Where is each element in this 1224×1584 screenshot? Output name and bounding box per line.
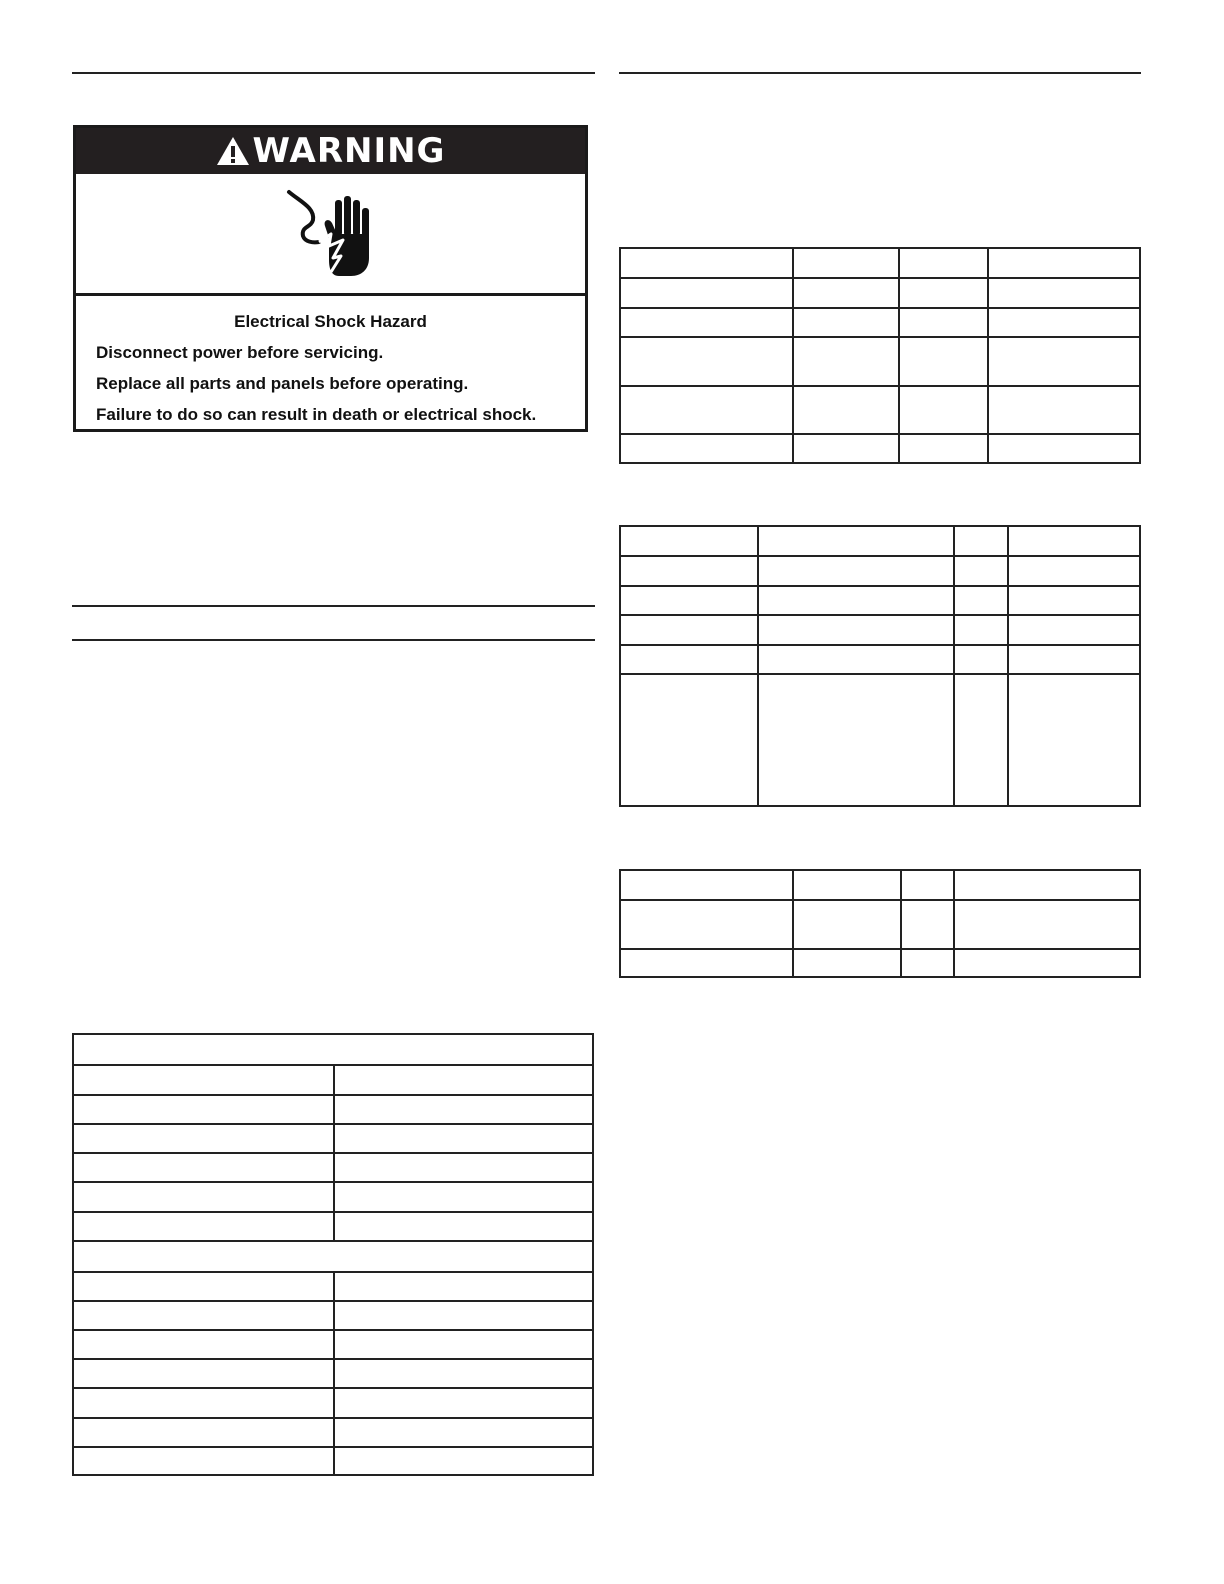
table-row-divider <box>621 948 1139 950</box>
table-col-divider <box>792 871 794 976</box>
table-row-divider <box>621 307 1139 309</box>
hazard-title: Electrical Shock Hazard <box>234 312 427 331</box>
table-row-divider <box>621 673 1139 675</box>
table-row-divider <box>621 899 1139 901</box>
section-rule-top-right <box>619 72 1141 74</box>
table-row-divider <box>621 585 1139 587</box>
table-row-divider <box>621 644 1139 646</box>
table-left-bottom <box>72 1033 594 1476</box>
section-rule-top-left <box>72 72 595 74</box>
warning-text-block <box>76 296 585 429</box>
electrical-shock-hand-icon <box>281 186 381 282</box>
table-row-divider <box>621 614 1139 616</box>
table-col-divider <box>333 1064 335 1242</box>
warning-line-failure: Failure to do so can result in death or electrical shock. <box>96 405 537 424</box>
table-right-3 <box>619 869 1141 978</box>
table-col-divider <box>898 249 900 462</box>
table-row-divider <box>621 385 1139 387</box>
table-row-divider <box>621 555 1139 557</box>
section-rule-mid-lower <box>72 639 595 641</box>
table-col-divider <box>757 527 759 805</box>
warning-triangle-icon <box>216 136 250 166</box>
table-col-divider <box>987 249 989 462</box>
table-col-divider <box>900 871 902 976</box>
table-row-divider <box>621 336 1139 338</box>
table-right-2 <box>619 525 1141 807</box>
warning-box <box>73 125 588 432</box>
warning-line-replace: Replace all parts and panels before operating. <box>96 374 469 393</box>
table-row-divider <box>621 277 1139 279</box>
table-right-1 <box>619 247 1141 464</box>
section-rule-mid-upper <box>72 605 595 607</box>
warning-line-disconnect: Disconnect power before servicing. <box>96 343 384 362</box>
table-col-divider <box>333 1271 335 1474</box>
table-col-divider <box>953 527 955 805</box>
table-row-divider <box>621 433 1139 435</box>
hazard-pictogram <box>76 174 585 296</box>
table-col-divider <box>953 871 955 976</box>
table-col-divider <box>1007 527 1009 805</box>
warning-banner <box>76 128 585 174</box>
warning-heading: WARNING <box>252 131 446 171</box>
table-col-divider <box>792 249 794 462</box>
